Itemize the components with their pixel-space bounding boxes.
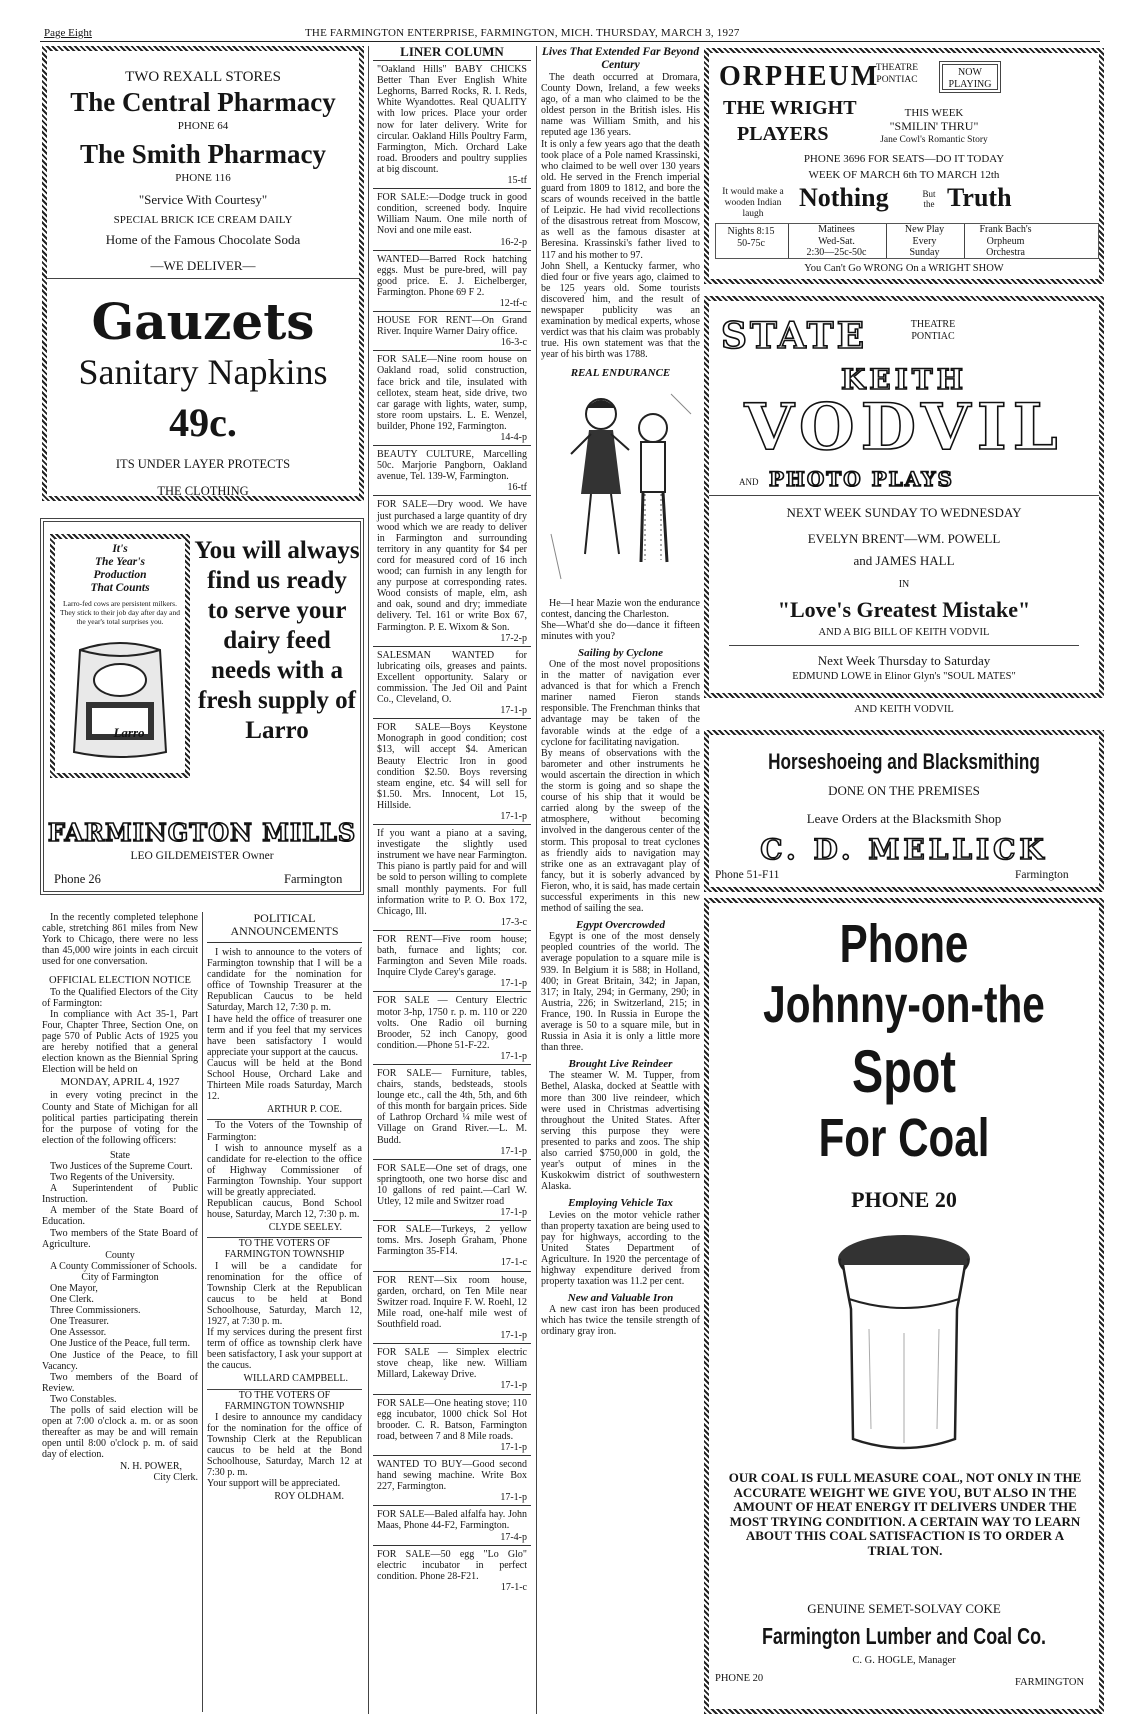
state-keith-footer: AND KEITH VODVIL — [854, 704, 954, 715]
liner-ad-tag: 14-4-p — [500, 432, 527, 443]
city-item: One Justice of the Peace, full term. — [50, 1338, 190, 1350]
photo-plays: PHOTO PLAYS — [769, 467, 954, 491]
store-smith: The Smith Pharmacy — [80, 139, 326, 169]
state-theatre-ad — [704, 296, 1104, 698]
liner-ad-text: FOR SALE—One set of drags, one springtooth, one two horse disc and 10 gallons of red paint.—Carl W. Utley, 12 mile and Switzer road — [377, 1162, 527, 1207]
liner-ad — [373, 495, 531, 645]
liner-column — [368, 46, 533, 1714]
city-heading: City of Farmington — [81, 1271, 159, 1283]
city-item: One Assessor. — [50, 1327, 107, 1339]
mills-owner: LEO GILDEMEISTER Owner — [130, 850, 274, 862]
liner-ad-tag: 17-2-p — [500, 632, 527, 644]
smith-phone: Phone 51-F11 — [715, 869, 780, 881]
liner-ad-tag: 17-1-p — [500, 978, 527, 990]
state-name: STATE — [721, 315, 868, 357]
election-date: MONDAY, APRIL 4, 1927 — [60, 1076, 180, 1089]
seeley-text: I wish to announce myself as a candidate for re-election to the office of Highway Commissioner of Farmington Township. Your support will be greatly appreciated. Republican caucus, Bond School house, Saturday, March 12, 7:30 p. m. — [207, 1142, 362, 1221]
liner-ad-text: FOR RENT—Six room house, garden, orchard, on Ten Mile near Switzer road. Inquire F. W. Roehl, 12 Mile road, one-half mile west of Southfield road. — [377, 1274, 527, 1330]
players-line1: THE WRIGHT — [723, 97, 857, 119]
coal-line3: Spot — [852, 1038, 956, 1105]
coal-manager: C. G. HOGLE, Manager — [852, 1655, 956, 1666]
dancing-couple-illustration — [541, 384, 699, 594]
players-line2: PLAYERS — [737, 123, 829, 145]
liner-ad-text: If you want a piano at a saving, investigate the slightly used instrument we have near Farmington. This piano is partly paid for and will be sold to person willing to complete small monthly payments. For full information write to P. O. Box 172, Chicago, Ill. — [377, 828, 527, 917]
mills-company: FARMINGTON MILLS — [47, 818, 357, 847]
liner-ad-tag: 17-1-p — [500, 705, 527, 717]
lives-text: The death occurred at Dromara, County Down, Ireland, a few weeks ago, of a man who claimed to be the oldest person in the British isles. His name was William Smith, and his reputed age 136 years. It is only a few years ago that the death took place of a Pole named Krassinski, who claimed to be well over 130 years old. He served in the French imperial guard from 1809 to 1812, and bore the scars of wounds received in the battle of Leipzic. He had vivid recollections of the disastrous retreat from Moscow, as well as the famous disaster at Beresina. Krassinski's father lived to 117 and his mother to 97. John Shell, a Kentucky farmer, who died four or five years ago, claimed to be 125 years old. Some tourists discovered him, and the result of newspaper publicity was an examination by medical experts, whose verdict was that his claim was probably true. His own statement was that the year of his birth was 1788. — [541, 72, 700, 361]
liner-ad — [373, 1394, 531, 1455]
nights-price: 50-75c — [737, 238, 765, 249]
liner-ad-text: FOR SALE—Boys Keystone Monograph in good condition; cost $13, will accept $4. American Beauty Electric Iron in good condition $2.50. Boys reversing steam engine, etc. $4 will sell for $1.50. Mrs. Innocent, Lot 15, Hillside. — [377, 722, 527, 811]
orpheum-city: PONTIAC — [876, 75, 918, 85]
liner-ad — [373, 930, 531, 991]
liner-ad-text: "Oakland Hills" BABY CHICKS Better Than Ever English White Leghorns, Barred Rocks, R. I. Reds, White Wyandottes. Real QUALITY with low prices. Place your order now for later delivery. Write for circular. Oakland Hills Poultry Farm, Farmington, Mich. Orchard Lake road. Brooders and poultry supplies at big discount. — [377, 64, 527, 175]
state-item: Two members of the State Board of Agriculture. — [42, 1227, 198, 1250]
liner-ad — [373, 824, 531, 930]
smith-leave: Leave Orders at the Blacksmith Shop — [806, 811, 1002, 826]
liner-ad-text: FOR SALE—One heating stove; 110 egg incubator, 1000 chick Sol Hot brooder. C. R. Batson, Farmington road, between 7 and 8 Mile roads. — [377, 1397, 527, 1442]
notice-title: OFFICIAL ELECTION NOTICE — [49, 975, 191, 987]
laugh-text: It would make a wooden Indian laugh — [722, 187, 784, 219]
egypt-title: Egypt Overcrowded — [576, 919, 665, 932]
liner-ad-tag: 17-4-p — [500, 1531, 527, 1543]
coal-line4: For Coal — [818, 1108, 990, 1168]
store-central: The Central Pharmacy — [70, 87, 336, 117]
sanitary-napkins: Sanitary Napkins — [78, 352, 328, 392]
seeley-to: To the Voters of the Township of Farmington: — [207, 1120, 362, 1143]
orpheum-schedule — [715, 223, 1099, 259]
feed-bag-icon — [60, 632, 180, 762]
coal-town: FARMINGTON — [1015, 1677, 1085, 1688]
election-column — [42, 912, 198, 1712]
bach-line2: Orpheum — [986, 235, 1025, 247]
city-item: Two members of the Board of Review. — [42, 1371, 198, 1394]
oldham-to: TO THE VOTERS OF FARMINGTON TOWNSHIP — [224, 1389, 345, 1412]
inset-text: Larro-fed cows are persistent milkers. They stick to their job day after day and the year's total surprises you. — [60, 599, 180, 626]
every: Every — [912, 235, 937, 247]
liner-ad-tag: 16-2-p — [500, 236, 527, 248]
liner-ad-tag: 17-1-p — [500, 1492, 527, 1504]
cartoon-caption: He—I hear Mazie won the endurance contest, dancing the Charleston. She—What'd she do—dance it fifteen minutes with you? — [541, 597, 700, 642]
liner-ad-text: WANTED—Barred Rock hatching eggs. Must be pure-bred, will pay good price. E. J. Eichelberger, Farmington. Phone 69 F 2. — [377, 253, 527, 298]
state-item: A member of the State Board of Education. — [42, 1205, 198, 1228]
liner-ad-tag: 17-1-p — [500, 1330, 527, 1342]
truth-word: Truth — [947, 183, 1012, 212]
state-and-hall: and JAMES HALL — [853, 553, 955, 568]
now-label: NOW — [958, 67, 982, 78]
liner-ad — [373, 350, 531, 445]
liner-ad-text: SALESMAN WANTED for lubricating oils, greases and paints. Excellent opportunity. Salary or commission. The Jed Oil and Paint Co., Cleveland, O. — [377, 649, 527, 706]
slogan: "Service With Courtesy" — [138, 192, 268, 207]
smith-name: C. D. MELLICK — [760, 833, 1048, 866]
orpheum-theatre: THEATRE — [875, 63, 919, 73]
farmington-mills-ad — [40, 518, 364, 895]
sail-text: One of the most novel propositions in the matter of navigation ever advanced is that for which a French mariner named Fieron stands responsible. The Frenchman thinks that advantage may be taken of the favorable winds at the edge of a cyclone for facilitating navigation. By means of observations with the barometer and other instruments he would ascertain the direction in which the storm is going and so shape the course of his ship that it would be carried along by the sweep of the atmosphere, without becoming involved in the dangerous center of the storm. This proposal to treat cyclones as friendly aids to navigation may strike one as an extravagant play of fancy, but it is soberly advanced by Fieron, who, it is said, has made certain successful experiments in this new method of sailing the sea. — [541, 659, 700, 915]
notice-body: In compliance with Act 35-1, Part Four, Chapter Three, Section One, on page 570 of Public Acts of 1925 you are hereby notified that a general election known as the Biennial Spring Election will be held on — [42, 1008, 198, 1076]
campbell-sign: WILLARD CAMPBELL. — [243, 1373, 348, 1385]
liner-ad-tag: 15-tf — [507, 175, 527, 187]
stories-column — [536, 46, 700, 1714]
liner-ad-text: FOR SALE—Dry wood. We have just purchased a large quantity of dry wood which we are ready to deliver in Farmington and surrounding territory in any quantity for $4 per cord for measured cord of 16 inch wood; can furnish in any length for any purpose at corresponding rates. Wood consists of maple, elm, ash and oak, sound and dry; immediate delivery. Tel. 161 or write Box 67, Farmington. P. E. Wixom & Son. — [377, 499, 527, 633]
reindeer-text: The steamer W. M. Tupper, from Bethel, Alaska, docked at Seattle with more than 300 live reindeer, which were used in Christmas advertising throughout the United States. After serving this purpose they were presented to parks and zoos. The ship also carried $750,000 in gold, the year's output of mines in the Kuskokwim district of southwestern Alaska. — [541, 1070, 700, 1193]
liner-ad — [373, 311, 531, 350]
liner-ad — [373, 1455, 531, 1505]
orpheum-name: ORPHEUM — [719, 61, 880, 92]
phone-smith: PHONE 116 — [175, 172, 231, 184]
liner-ad-tag: 17-1-p — [500, 811, 527, 822]
liner-ad — [373, 1545, 531, 1595]
clerk-sign: N. H. POWER, — [120, 1460, 182, 1472]
liner-ad-tag: 17-1-p — [500, 1441, 527, 1453]
liner-ad — [373, 250, 531, 311]
political-title: POLITICAL ANNOUNCEMENTS — [207, 912, 362, 943]
liner-ad-text: WANTED TO BUY—Good second hand sewing machine. Write Box 227, Farmington. — [377, 1458, 527, 1493]
liner-ad-tag: 17-1-p — [500, 1050, 527, 1062]
liner-ad — [373, 1064, 531, 1159]
state-in: IN — [898, 579, 910, 590]
liner-ad — [373, 1220, 531, 1270]
liner-ad — [373, 188, 531, 249]
tax-title: Employing Vehicle Tax — [568, 1197, 673, 1210]
seeley-sign: CLYDE SEELEY. — [268, 1222, 342, 1234]
liner-ad — [373, 718, 531, 824]
state-item: Two Regents of the University. — [50, 1172, 175, 1184]
coal-sack-icon — [829, 1229, 979, 1459]
state-next-week: NEXT WEEK SUNDAY TO WEDNESDAY — [786, 505, 1022, 520]
reindeer-title: Brought Live Reindeer — [568, 1058, 673, 1071]
this-week: THIS WEEK — [904, 107, 964, 119]
city-item: Three Commissioners. — [50, 1305, 141, 1317]
liner-ad-tag: 17-1-c — [500, 1257, 527, 1269]
state-item: Two Justices of the Supreme Court. — [50, 1160, 193, 1172]
orpheum-ad — [704, 48, 1104, 284]
orpheum-week: WEEK OF MARCH 6th TO MARCH 12th — [808, 169, 1000, 181]
pharmacy-ad — [42, 46, 364, 501]
liner-ad-text: FOR SALE—Baled alfalfa hay. John Maas, Phone 44-F2, Farmington. — [377, 1509, 527, 1532]
liner-ad — [373, 1159, 531, 1220]
coal-coke: GENUINE SEMET-SOLVAY COKE — [807, 1601, 1001, 1616]
liner-ad-text: FOR RENT—Five room house; bath, furnace and lights; cor. Farmington and Seven Mile roads. Inquire Clyde Carey's garage. — [377, 933, 527, 979]
coal-body: OUR COAL IS FULL MEASURE COAL, NOT ONLY IN THE ACCURATE WEIGHT WE GIVE YOU, BUT ALSO IN THE AMOUNT OF HEAT ENERGY IT DELIVERS UNDER THE MOST TRYING CONDITION. A CERTAIN WAY TO LEARN ABOUT THIS COAL SATISFACTION IS TO ORDER A TRIAL TON. — [728, 1470, 1082, 1558]
playing-label: PLAYING — [948, 79, 992, 90]
liner-title: LINER COLUMN — [373, 46, 531, 61]
liner-ad-tag: 16-tf — [507, 482, 527, 494]
liner-ad — [373, 61, 531, 188]
masthead: THE FARMINGTON ENTERPRISE, FARMINGTON, MICH. THURSDAY, MARCH 3, 1927 — [305, 27, 740, 39]
liner-ad — [373, 445, 531, 495]
cartoon-title: REAL ENDURANCE — [570, 367, 671, 380]
liner-ad — [373, 991, 531, 1064]
liner-ad-tag: 16-3-c — [500, 337, 527, 349]
sunday: Sunday — [909, 247, 940, 258]
smith-premises: DONE ON THE PREMISES — [828, 783, 980, 798]
liner-ad-tag: 17-3-c — [500, 916, 527, 928]
state-item: A Superintendent of Public Instruction. — [42, 1183, 198, 1206]
state-movie: "Love's Greatest Mistake" — [777, 597, 1031, 622]
county-item: A County Commissioner of Schools. — [50, 1260, 197, 1272]
liner-ad — [373, 646, 531, 719]
campbell-text: I will be a candidate for renomination for the office of Township Clerk at the Republican caucus to be held at Bond Schoolhouse, Saturday, March 12, 1927, at 7:30 p. m. If my services during the present first term of office as township clerk have been satisfactory, I ask your support at the caucus. — [207, 1260, 362, 1372]
coal-ad — [704, 898, 1104, 1714]
blacksmith-ad — [704, 730, 1104, 892]
rexall-line: TWO REXALL STORES — [125, 69, 281, 85]
liner-ad — [373, 1343, 531, 1393]
state-bill: AND A BIG BILL OF KEITH VODVIL — [818, 627, 990, 638]
liner-ad-tag: 17-1-p — [500, 1145, 527, 1157]
state-city: PONTIAC — [911, 331, 955, 342]
gauzets: Gauzets — [91, 292, 315, 351]
oldham-text: I desire to announce my candidacy for the nomination for the office of Township Clerk at the Republican caucus to be held at the Bond Schoolhouse, Saturday, March 12 at 7:30 p. m. Your support will be appreciated. — [207, 1411, 362, 1490]
city-item: One Mayor, — [50, 1283, 98, 1294]
tax-text: Levies on the motor vehicle rather than property taxation are being used to pay for highways, according to the United States Department of Agriculture. In 1920 the percentage of highway expenditure derived from property taxation was 11.2 per cent. — [541, 1209, 700, 1288]
egypt-text: Egypt is one of the most densely peopled countries of the world. The average population to a square mile is 939. In Belgium it is 588; in Holland, 400; in Great Britain, 342; in Japan, 317; in Italy, 294; in Germany, 290; in Austria, 226; in Switzerland, 215; in France, 190. In Russia in Europe the average is 50 to a square mile, but in Russia in Asia it is only a little more than three. — [541, 931, 700, 1054]
coe-text: I wish to announce to the voters of Farmington township that I will be a candidate for the nomination for office of Township Treasurer at the Republican Caucus to be held Saturday, March 12, 7:30 p. m. I have held the office of treasurer one term and if you feel that my services have been satisfactory I would appreciate your support at the caucus. Caucus will be held at the Bond School House, Orchard Lake and Thirteen Mile roads Saturday, March 12. — [207, 947, 362, 1103]
orpheum-show: "SMILIN' THRU" — [889, 119, 979, 133]
larro-inset — [50, 534, 190, 778]
liner-ad-tag: 17-1-p — [500, 1207, 527, 1219]
liner-ad-text: FOR SALE — Century Electric motor 3-hp, 1750 r. p. m. 110 or 220 volts. One Radio oil burning Brooder, 52 inch Canopy, good condition.—Phone 51-F-22. — [377, 995, 527, 1051]
city-item: Two Constables. — [50, 1393, 117, 1405]
mills-phone: Phone 26 — [54, 872, 101, 886]
state-heading: State — [110, 1149, 130, 1161]
nights-time: Nights 8:15 — [727, 226, 775, 237]
liner-ad-tag: 17-1-c — [500, 1581, 527, 1593]
now-playing-box — [939, 61, 1001, 93]
city-item: One Treasurer. — [50, 1316, 109, 1328]
bach-line1: Frank Bach's — [979, 224, 1032, 235]
chocolate-soda: Home of the Famous Chocolate Soda — [105, 232, 301, 247]
city-item: One Clerk. — [50, 1294, 94, 1306]
smith-town: Farmington — [1015, 869, 1069, 881]
page-label: Page Eight — [44, 27, 92, 39]
state-lowe: EDMUND LOWE in Elinor Glyn's "SOUL MATES" — [792, 671, 1016, 682]
state-theatre-word: THEATRE — [910, 319, 956, 330]
protects: ITS UNDER LAYER PROTECTS — [115, 457, 291, 471]
liner-ad-tag: 17-1-p — [500, 1380, 527, 1392]
liner-ad-text: HOUSE FOR RENT—On Grand River. Inquire Warner Dairy office. — [377, 315, 527, 338]
orpheum-phone: PHONE 3696 FOR SEATS—DO IT TODAY — [803, 153, 1005, 165]
liner-ad-text: FOR SALE— Furniture, tables, chairs, stands, bedsteads, stools lounge etc., call the 4th, 5th, and 6th of this month for bargain prices. Side of Lathrop Orchard ¼ mile west of Village on Grand River.—L. M. Budd. — [377, 1067, 527, 1146]
notice-closing: The polls of said election will be open at 7:00 o'clock a. m. or as soon thereafter as may be and will remain open until 8:00 o'clock p. m. of said day of election. — [42, 1405, 198, 1461]
liner-ad-text: FOR SALE—Nine room house on Oakland road, solid construction, face brick and tile, insulated with cellotex, steam heat, side drive, two car garage with lights, water, sump, store room upstairs. L. E. Wenzel, builder, Phone 192, Farmington. — [377, 354, 527, 432]
county-heading: County — [105, 1249, 135, 1261]
political-column — [202, 912, 362, 1712]
coal-phone: PHONE 20 — [851, 1187, 957, 1212]
liner-ad-text: FOR SALE:—Dodge truck in good condition, screened body. Inquire William Naum. One mile north of Novi and one mile east. — [377, 192, 527, 237]
new-play-block — [886, 224, 962, 258]
campbell-to: TO THE VOTERS OF FARMINGTON TOWNSHIP — [224, 1238, 345, 1261]
matinees-block — [788, 224, 884, 258]
sail-title: Sailing by Cyclone — [578, 646, 663, 659]
matinees-label: Matinees — [818, 224, 855, 235]
matinee-price: 2:30—25c-50c — [806, 247, 867, 258]
liner-ad — [373, 1271, 531, 1344]
ice-cream: SPECIAL BRICK ICE CREAM DAILY — [113, 214, 293, 226]
lives-title: Lives That Extended Far Beyond Century — [541, 46, 700, 71]
price: 49c. — [169, 400, 237, 445]
liner-ad — [373, 1505, 531, 1544]
mills-headline: You will always find us ready to serve your dairy feed needs with a fresh supply of Larro — [194, 537, 360, 744]
liner-list — [373, 61, 531, 1595]
coal-phone2: PHONE 20 — [715, 1673, 764, 1684]
we-deliver: —WE DELIVER— — [150, 258, 256, 273]
vodvil-word: VODVIL — [744, 390, 1064, 465]
iron-text: A new cast iron has been produced which has twice the tensile strength of ordinary gray iron. — [541, 1304, 700, 1338]
coe-sign: ARTHUR P. COE. — [267, 1104, 342, 1116]
phone-central: PHONE 64 — [177, 120, 229, 132]
bag-label: Larro — [113, 725, 145, 740]
orpheum-wrong: You Can't Go WRONG On a WRIGHT SHOW — [804, 263, 1004, 274]
matinee-days: Wed-Sat. — [818, 235, 855, 247]
page-header — [40, 26, 1100, 42]
city-item: One Justice of the Peace, to fill Vacancy. — [42, 1349, 198, 1372]
iron-title: New and Valuable Iron — [567, 1292, 674, 1305]
coal-line2: Johnny-on-the — [763, 976, 1045, 1034]
nothing-word: Nothing — [799, 183, 889, 212]
notice-body2: in every voting precinct in the County and State of Michigan for all political parties participating therein for the purpose of voting for the election of the following officers: — [42, 1090, 198, 1146]
clerk-title: City Clerk. — [153, 1471, 198, 1483]
mills-town: Farmington — [284, 872, 343, 886]
notice-to: To the Qualified Electors of the City of Farmington: — [42, 986, 198, 1009]
but-the: But the — [922, 189, 936, 209]
new-play: New Play — [904, 224, 945, 235]
orchestra-block — [964, 224, 1046, 258]
bach-line3: Orchestra — [986, 247, 1025, 258]
liner-ad-text: FOR SALE—50 egg "Lo Glo" electric incubator in perfect condition. Phone 28-F21. — [377, 1548, 527, 1582]
cable-note: In the recently completed telephone cable, stretching 861 miles from New York to Chicago, there were no less than 45,000 wire joints in each circuit used for one conversation. — [42, 912, 198, 968]
coal-line1: Phone — [839, 914, 969, 974]
and-word: AND — [739, 477, 759, 487]
keith-word: KEITH — [840, 363, 968, 396]
inset-title: It's The Year's Production That Counts — [90, 543, 150, 594]
liner-ad-text: FOR SALE — Simplex electric stove cheap, like new. William Millard, Lakeway Drive. — [377, 1347, 527, 1381]
orpheum-story: Jane Cowl's Romantic Story — [880, 135, 988, 145]
liner-ad-text: FOR SALE—Turkeys, 2 yellow toms. Mrs. Joseph Graham, Phone Farmington 35-F14. — [377, 1224, 527, 1258]
state-stars: EVELYN BRENT—WM. POWELL — [807, 531, 1001, 546]
state-thursday: Next Week Thursday to Saturday — [817, 653, 991, 668]
liner-ad-tag: 12-tf-c — [499, 297, 527, 309]
liner-ad-text: BEAUTY CULTURE, Marcelling 50c. Marjorie Pangborn, Oakland avenue, Tel. 139-W, Farmington. — [377, 449, 527, 483]
coal-company: Farmington Lumber and Coal Co. — [761, 1623, 1047, 1649]
smith-title: Horseshoeing and Blacksmithing — [768, 749, 1040, 774]
clothing: THE CLOTHING — [157, 484, 249, 498]
oldham-sign: ROY OLDHAM. — [274, 1491, 344, 1503]
